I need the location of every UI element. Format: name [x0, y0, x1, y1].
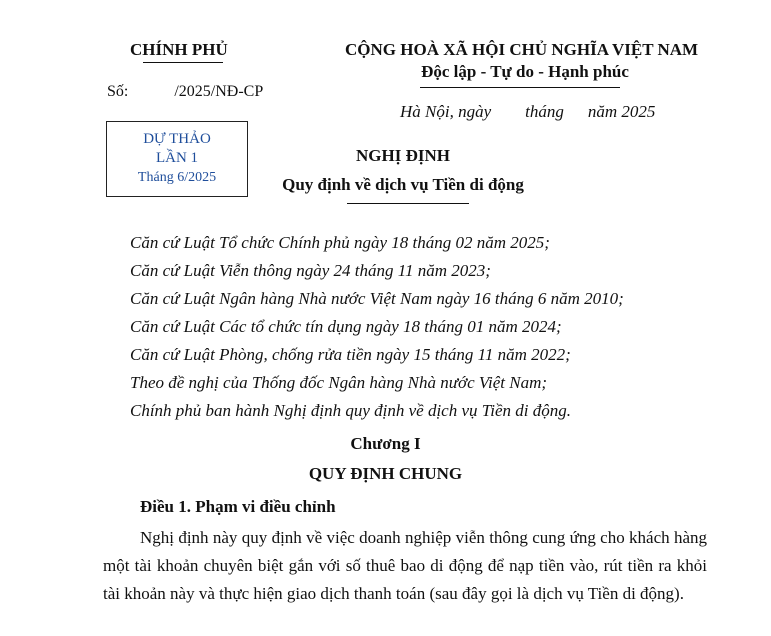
- subject-underline: [347, 203, 469, 204]
- article-body: Nghị định này quy định về việc doanh nghiệp viễn thông cung ứng cho khách hàng một tài khoản chuyên biệt gắn với số thuê bao di động để nạp tiền vào, rút tiền ra khỏi tài khoản này và thực hiện giao dịch thanh toán (sau đây gọi là dịch vụ Tiền di động).: [103, 528, 707, 603]
- document-subject: Quy định về dịch vụ Tiền di động: [282, 175, 524, 194]
- issuer-underline: [143, 62, 223, 63]
- motto-underline: [420, 87, 620, 88]
- legal-basis-line: Căn cứ Luật Tổ chức Chính phủ ngày 18 tháng 02 năm 2025;: [130, 233, 550, 252]
- document-number: [107, 83, 263, 101]
- place-date: [400, 102, 655, 122]
- legal-basis-line: Chính phủ ban hành Nghị định quy định về dịch vụ Tiền di động.: [130, 401, 572, 420]
- place-date-day: Hà Nội, ngày: [400, 102, 492, 121]
- legal-basis-line: Theo đề nghị của Thống đốc Ngân hàng Nhà nước Việt Nam;: [130, 373, 548, 392]
- legal-basis-line: Căn cứ Luật Viễn thông ngày 24 tháng 11 năm 2023;: [130, 261, 491, 280]
- article-heading: Điều 1. Phạm vi điều chỉnh: [140, 497, 336, 516]
- draft-stamp-box: [106, 121, 248, 197]
- legal-basis-line: Căn cứ Luật Các tổ chức tín dụng ngày 18 tháng 01 năm 2024;: [130, 317, 562, 336]
- legal-basis-line: Căn cứ Luật Ngân hàng Nhà nước Việt Nam ngày 16 tháng 6 năm 2010;: [130, 289, 624, 308]
- document-number-value: /2025/NĐ-CP: [174, 83, 264, 100]
- place-date-month: tháng: [525, 102, 564, 121]
- document-type: NGHỊ ĐỊNH: [356, 146, 450, 165]
- document-number-label: Số:: [107, 83, 129, 100]
- draft-label: DỰ THẢO: [143, 131, 211, 147]
- national-motto: Độc lập - Tự do - Hạnh phúc: [421, 62, 629, 81]
- chapter-number: Chương I: [350, 434, 421, 453]
- place-date-year: năm 2025: [587, 102, 656, 121]
- legal-basis-line: Căn cứ Luật Phòng, chống rửa tiền ngày 15 tháng 11 năm 2022;: [130, 345, 571, 364]
- draft-round: LẦN 1: [155, 150, 199, 166]
- nation-name: CỘNG HOÀ XÃ HỘI CHỦ NGHĨA VIỆT NAM: [345, 40, 699, 59]
- chapter-title: QUY ĐỊNH CHUNG: [308, 464, 463, 483]
- issuer-name: CHÍNH PHỦ: [130, 40, 228, 59]
- draft-date: Tháng 6/2025: [137, 170, 217, 185]
